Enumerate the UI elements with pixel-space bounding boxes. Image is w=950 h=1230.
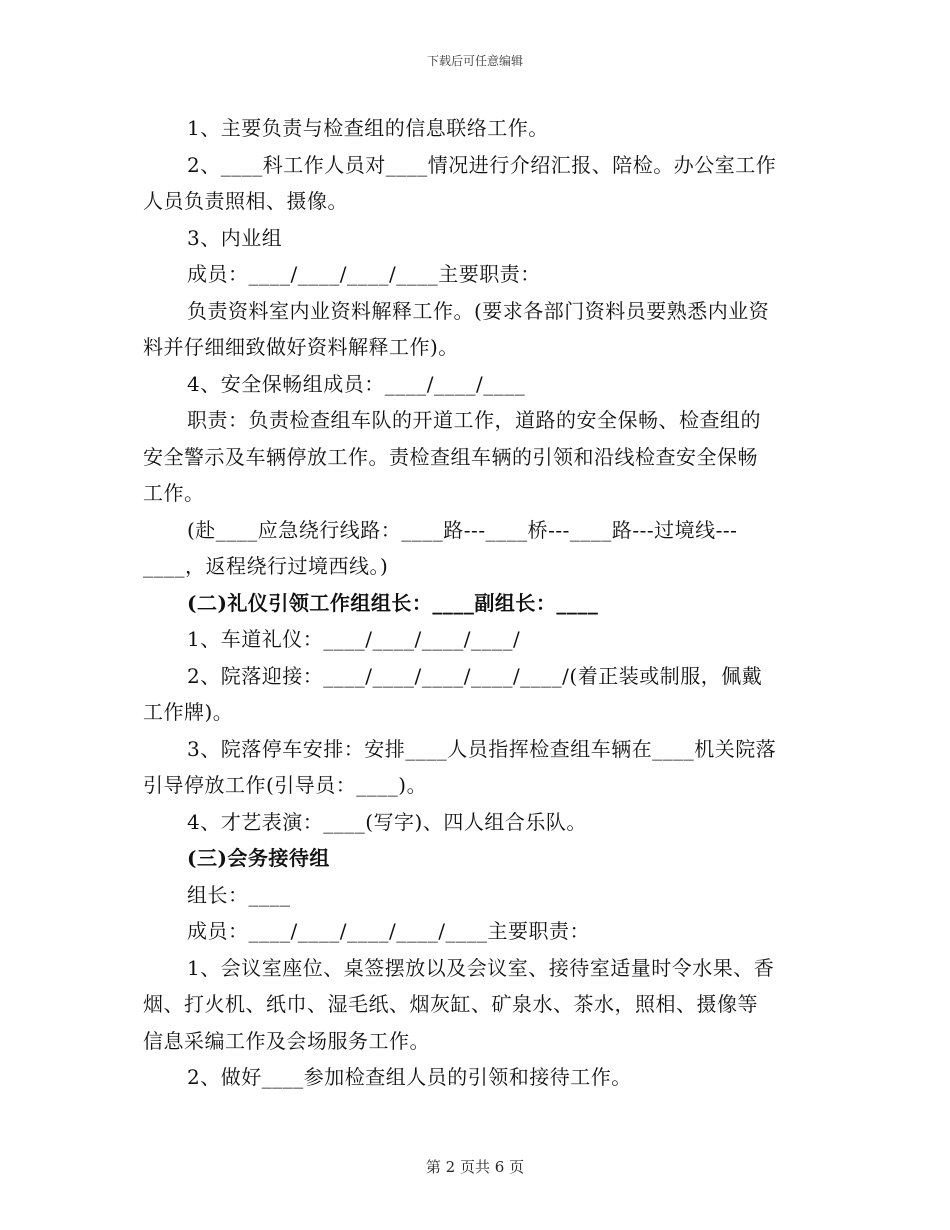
paragraph-line: 安全警示及车辆停放工作。责检查组车辆的引领和沿线检查安全保畅 bbox=[143, 444, 758, 469]
paragraph-line: 成员：____/____/____/____主要职责： bbox=[187, 262, 541, 286]
page-footer: 第 2 页共 6 页 bbox=[425, 1158, 525, 1176]
paragraph-line: 工作牌)。 bbox=[143, 700, 234, 724]
page-header: 下载后可任意编辑 bbox=[426, 54, 523, 68]
section-heading: (三)会务接待组 bbox=[187, 846, 330, 870]
paragraph-line: 1、主要负责与检查组的信息联络工作。 bbox=[187, 116, 549, 140]
paragraph-line: 2、做好____参加检查组人员的引领和接待工作。 bbox=[187, 1065, 632, 1089]
paragraph-line: 1、车道礼仪：____/____/____/____/ bbox=[187, 627, 521, 651]
paragraph-line: 4、才艺表演：____(写字)、四人组合乐队。 bbox=[187, 809, 587, 834]
paragraph-line: ____，返程绕行过境西线。) bbox=[143, 554, 389, 578]
paragraph-line: 信息采编工作及会场服务工作。 bbox=[143, 1028, 430, 1053]
document-body bbox=[143, 110, 813, 1096]
paragraph-line: 职责：负责检查组车队的开道工作，道路的安全保畅、检查组的 bbox=[187, 408, 761, 432]
section-heading: (二)礼仪引领工作组组长：____副组长：____ bbox=[187, 590, 599, 615]
paragraph-line: 1、会议室座位、桌签摆放以及会议室、接待室适量时令水果、香 bbox=[187, 955, 775, 980]
paragraph-line: 引导停放工作(引导员：____)。 bbox=[143, 773, 428, 797]
paragraph-line: 3、院落停车安排：安排____人员指挥检查组车辆在____机关院落 bbox=[187, 736, 777, 761]
paragraph-line: (赴____应急绕行线路：____路---____桥---____路---过境线--- bbox=[187, 517, 738, 542]
paragraph-line: 料并仔细细致做好资料解释工作)。 bbox=[143, 335, 459, 359]
paragraph-line: 烟、打火机、纸巾、湿毛纸、烟灰缸、矿泉水、茶水，照相、摄像等 bbox=[143, 992, 758, 1016]
paragraph-line: 3、内业组 bbox=[187, 225, 283, 250]
paragraph-line: 2、院落迎接：____/____/____/____/____/(着正装或制服，佩戴 bbox=[187, 663, 763, 688]
paragraph-line: 成员：____/____/____/____/____主要职责： bbox=[187, 919, 590, 943]
paragraph-line: 人员负责照相、摄像。 bbox=[143, 189, 348, 213]
paragraph-line: 组长：____ bbox=[187, 882, 291, 907]
paragraph-line: 4、安全保畅组成员：____/____/____ bbox=[187, 371, 526, 396]
paragraph-line: 负责资料室内业资料解释工作。(要求各部门资料员要熟悉内业资 bbox=[187, 298, 770, 323]
paragraph-line: 工作。 bbox=[143, 481, 205, 505]
paragraph-line: 2、____科工作人员对____情况进行介绍汇报、陪检。办公室工作 bbox=[187, 152, 777, 177]
